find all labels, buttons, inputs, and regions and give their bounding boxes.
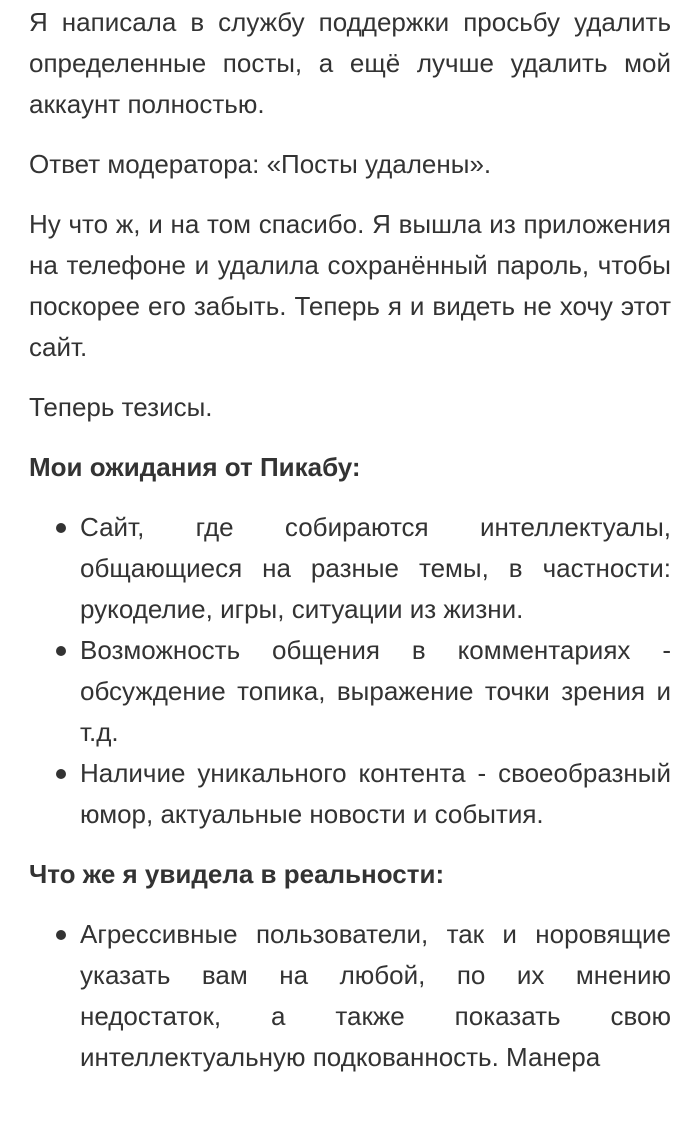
list-item [29, 753, 671, 835]
heading-reality: Что же я увидела в реальности: [29, 859, 445, 889]
heading-expectations: Мои ожидания от Пикабу: [29, 452, 361, 482]
paragraph-support-request: Я написала в службу поддержки просьбу удалить определенные посты, а ещё лучше удалить мой аккаунт полностью. [29, 7, 671, 119]
paragraph-left-app: Ну что ж, и на том спасибо. Я вышла из приложения на телефоне и удалила сохранённый пароль, чтобы поскорее его забыть. Теперь я и видеть не хочу этот сайт. [29, 209, 671, 362]
list-reality [29, 914, 671, 1078]
list-item-text: Агрессивные пользователи, так и норовящие указать вам на любой, по их мнению недостаток, а также показать свою интеллектуальную подкованность. Манера [80, 919, 671, 1072]
list-item [29, 914, 671, 1078]
paragraph-theses-intro: Теперь тезисы. [29, 392, 213, 422]
bullet-icon [56, 769, 66, 779]
paragraph-moderator-answer: Ответ модератора: «Посты удалены». [29, 149, 492, 179]
list-item-text: Сайт, где собираются интеллектуалы, общающиеся на разные темы, в частности: рукоделие, игры, ситуации из жизни. [80, 512, 671, 624]
list-item [29, 630, 671, 753]
list-item-text: Возможность общения в комментариях - обсуждение топика, выражение точки зрения и т.д. [80, 635, 671, 747]
bullet-icon [56, 523, 66, 533]
bullet-icon [56, 930, 66, 940]
list-item-text: Наличие уникального контента - своеобразный юмор, актуальные новости и события. [80, 758, 671, 829]
list-item [29, 507, 671, 630]
list-expectations [29, 507, 671, 835]
bullet-icon [56, 646, 66, 656]
